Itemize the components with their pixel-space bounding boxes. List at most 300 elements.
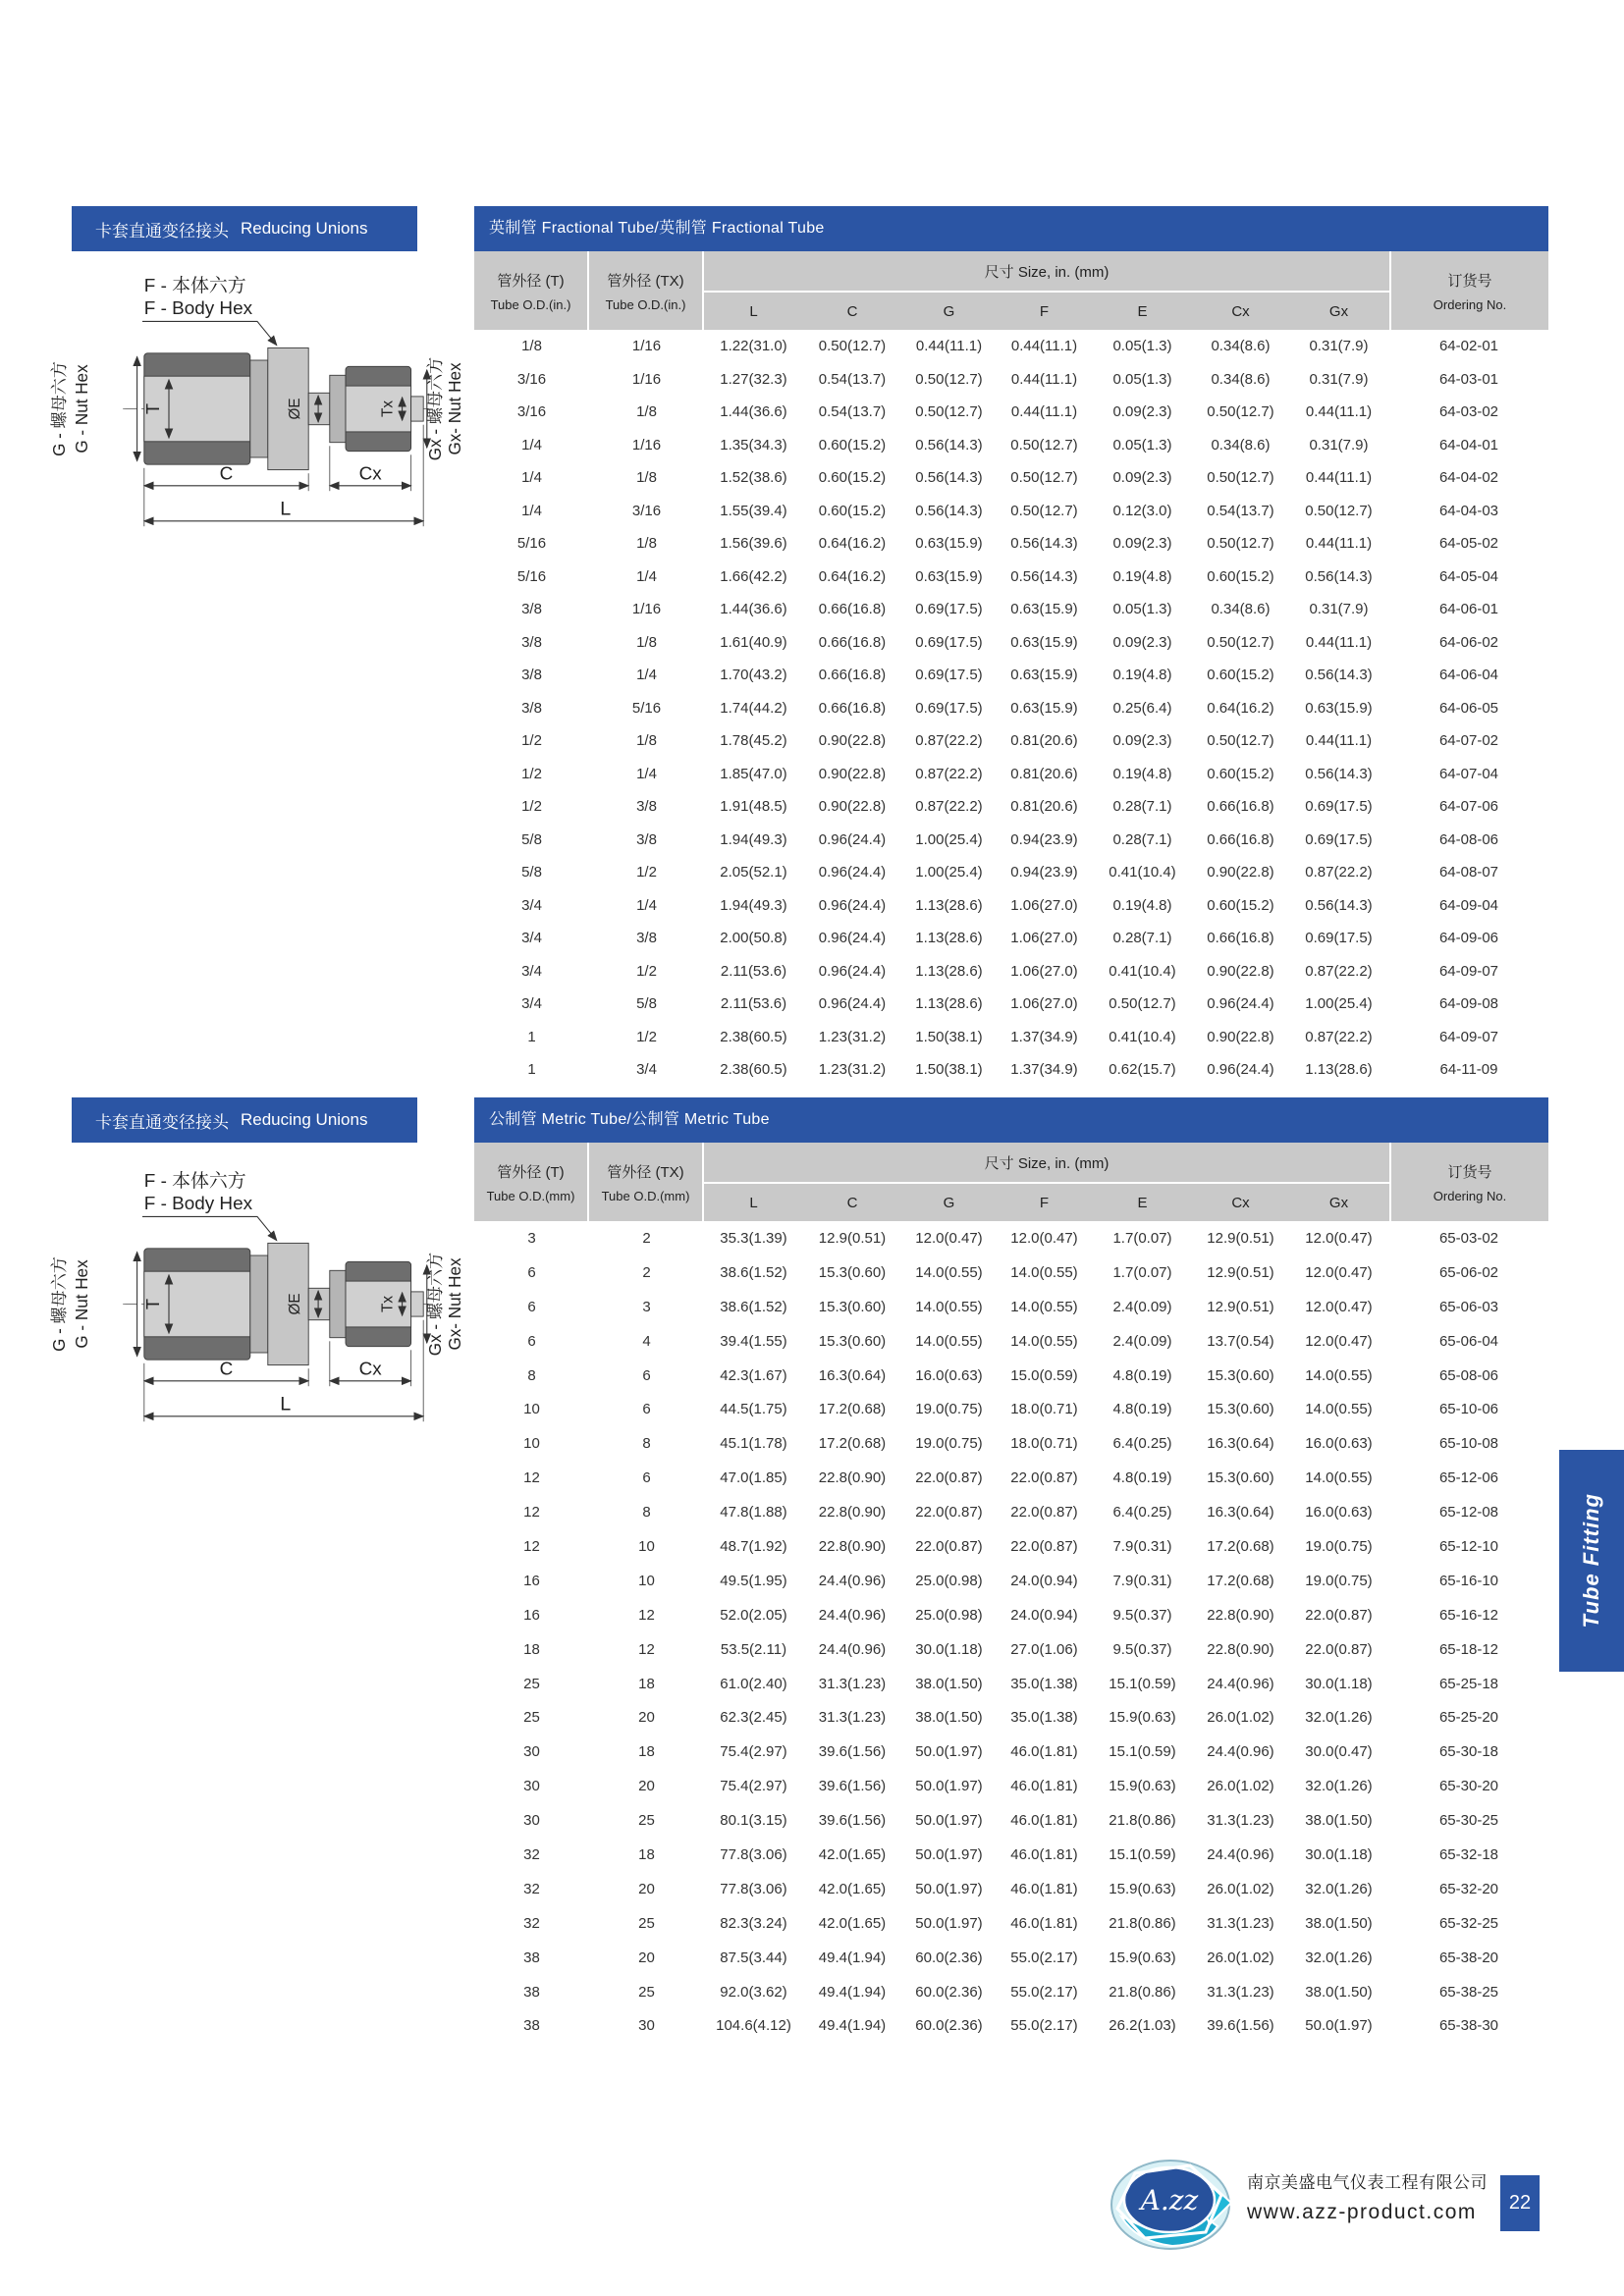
table-cell: 49.5(1.95) (720, 1572, 787, 1589)
table-cell: 0.69(17.5) (1305, 830, 1373, 848)
table-cell: 0.69(17.5) (915, 667, 983, 684)
table-cell: 1/8 (636, 633, 657, 651)
table-cell: 0.44(11.1) (1305, 633, 1373, 651)
table-row (474, 955, 1548, 988)
table-cell: 65-06-04 (1438, 1332, 1499, 1350)
table-cell: 55.0(2.17) (1010, 2017, 1078, 2035)
table-cell: 2.38(60.5) (720, 1061, 787, 1079)
table-cell: 12 (523, 1504, 540, 1522)
table-cell: 0.87(22.2) (1305, 864, 1373, 881)
table-cell: 0.69(17.5) (915, 601, 983, 618)
footer-website: www.azz-product.com (1247, 2201, 1477, 2223)
right-stub (411, 1292, 424, 1316)
left-thread (250, 1255, 268, 1353)
table-cell: 22.8(0.90) (818, 1537, 887, 1555)
table-cell: 50.0(1.97) (915, 1880, 983, 1897)
table-cell: 87.5(3.44) (720, 1949, 787, 1966)
table-cell: 24.4(0.96) (1207, 1845, 1274, 1863)
table-cell: 77.8(3.06) (720, 1880, 787, 1897)
table-cell: 0.66(16.8) (818, 633, 887, 651)
table-cell: 3/16 (516, 403, 547, 421)
table-cell: 12 (523, 1537, 540, 1555)
table-row (474, 330, 1548, 363)
gx-nut-hex-label-en: Gx- Nut Hex (446, 1257, 464, 1351)
table-cell: 18 (638, 1675, 655, 1692)
table-cell: 65-38-20 (1438, 1949, 1499, 1966)
table-cell: 0.81(20.6) (1010, 732, 1078, 750)
table-cell: 14.0(0.55) (1010, 1298, 1078, 1315)
table-cell: 50.0(1.97) (915, 1778, 983, 1795)
table-cell: 1.50(38.1) (915, 1061, 983, 1079)
table-cell: 24.0(0.94) (1010, 1572, 1078, 1589)
table-cell: 32.0(1.26) (1305, 1709, 1373, 1727)
table-cell: 0.34(8.6) (1211, 338, 1271, 355)
table-cell: 30 (638, 2017, 655, 2035)
table-cell: 64-04-02 (1438, 469, 1499, 487)
table-cell: 50.0(1.97) (915, 1812, 983, 1830)
table-cell: 15.1(0.59) (1109, 1845, 1176, 1863)
table-cell: 0.05(1.3) (1112, 338, 1172, 355)
table-cell: 22.0(0.87) (1305, 1640, 1373, 1658)
table-cell: 13.7(0.54) (1207, 1332, 1274, 1350)
table-cell: 24.4(0.96) (818, 1640, 887, 1658)
fractional-table-header (474, 251, 1548, 330)
table-cell: 65-06-03 (1438, 1298, 1499, 1315)
table-cell: 1/16 (631, 338, 662, 355)
table-cell: 0.96(24.4) (1207, 1061, 1274, 1079)
table-cell: 65-10-06 (1438, 1401, 1499, 1418)
table-cell: 64-08-07 (1438, 864, 1499, 881)
table-cell: 65-16-12 (1438, 1606, 1499, 1624)
table-cell: 0.09(2.3) (1112, 633, 1172, 651)
table-cell: 50.0(1.97) (915, 1845, 983, 1863)
table-cell: 15.0(0.59) (1010, 1366, 1078, 1384)
table-cell: 64-11-09 (1439, 1061, 1498, 1079)
table-cell: 18.0(0.71) (1010, 1401, 1078, 1418)
table-cell: 1/16 (631, 370, 662, 388)
table-cell: 31.3(1.23) (1207, 1983, 1274, 2001)
table-cell: 0.90(22.8) (818, 798, 887, 816)
table-cell: 0.50(12.7) (915, 403, 983, 421)
table-cell: 12.0(0.47) (1305, 1298, 1373, 1315)
fitting-diagram-metric (45, 1158, 469, 1450)
table-cell: 62.3(2.45) (720, 1709, 787, 1727)
f-leader-line (142, 1216, 277, 1240)
table-cell: 2.4(0.09) (1112, 1298, 1172, 1315)
reducing-union-drawing (45, 263, 469, 555)
table-cell: 0.64(16.2) (1207, 699, 1274, 717)
table-cell: 0.19(4.8) (1112, 765, 1172, 782)
table-cell: 38.0(1.50) (1305, 1812, 1373, 1830)
neck (308, 393, 330, 424)
table-cell: 3/8 (636, 930, 657, 947)
table-cell: 3/16 (516, 370, 547, 388)
table-cell: 0.63(15.9) (1010, 699, 1078, 717)
table-cell: 6 (527, 1298, 536, 1315)
col-header-ordering-no: 订货号 Ordering No. (1389, 251, 1548, 330)
chapter-tab-label: Tube Fitting (1579, 1493, 1603, 1629)
table-cell: 1.13(28.6) (1305, 1061, 1373, 1079)
table-cell: 0.56(14.3) (1305, 896, 1373, 914)
table-cell: 64-06-02 (1438, 633, 1499, 651)
table-cell: 0.19(4.8) (1112, 567, 1172, 585)
table-cell: 64-09-07 (1438, 1028, 1499, 1045)
table-cell: 1/4 (636, 667, 657, 684)
table-cell: 0.28(7.1) (1112, 930, 1172, 947)
table-cell: 0.19(4.8) (1112, 667, 1172, 684)
table-row (474, 1735, 1548, 1769)
table-cell: 3/4 (521, 896, 542, 914)
table-cell: 4.8(0.19) (1112, 1401, 1172, 1418)
table-cell: 6 (642, 1366, 651, 1384)
table-cell: 0.96(24.4) (818, 930, 887, 947)
table-cell: 1.06(27.0) (1010, 930, 1078, 947)
table-cell: 16.3(0.64) (818, 1366, 887, 1384)
table-cell: 1.44(36.6) (720, 403, 787, 421)
f-body-hex-label-en: F - Body Hex (143, 298, 253, 320)
table-cell: 38 (523, 2017, 540, 2035)
table-cell: 0.96(24.4) (818, 995, 887, 1013)
table-cell: 2.11(53.6) (720, 962, 787, 980)
table-cell: 26.0(1.02) (1207, 1880, 1274, 1897)
table-cell: 0.05(1.3) (1112, 601, 1172, 618)
table-cell: 16 (523, 1572, 540, 1589)
table-cell: 2.4(0.09) (1112, 1332, 1172, 1350)
table-cell: 12.0(0.47) (1305, 1263, 1373, 1281)
table-row (474, 626, 1548, 660)
table-cell: 19.0(0.75) (915, 1401, 983, 1418)
table-cell: 1/16 (631, 601, 662, 618)
table-row (474, 461, 1548, 495)
chapter-tab-tube-fitting (1559, 1450, 1624, 1672)
tx-dim-label: Tx (379, 400, 397, 417)
table-cell: 19.0(0.75) (915, 1435, 983, 1453)
table-cell: 65-08-06 (1438, 1366, 1499, 1384)
metric-table-title: 公制管 Metric Tube/公制管 Metric Tube (474, 1097, 1548, 1143)
table-cell: 65-12-10 (1438, 1537, 1499, 1555)
footer-company-name: 南京美盛电气仪表工程有限公司 (1247, 2173, 1488, 2192)
table-cell: 10 (523, 1401, 540, 1418)
table-cell: 5/8 (521, 830, 542, 848)
table-cell: 1.7(0.07) (1112, 1263, 1172, 1281)
table-row (474, 758, 1548, 791)
table-row (474, 1221, 1548, 1255)
table-cell: 12 (638, 1640, 655, 1658)
table-cell: 25 (523, 1709, 540, 1727)
table-cell: 15.3(0.60) (1207, 1366, 1274, 1384)
table-cell: 0.44(11.1) (1305, 403, 1373, 421)
table-cell: 55.0(2.17) (1010, 1949, 1078, 1966)
table-cell: 16 (523, 1606, 540, 1624)
right-thread (330, 1270, 346, 1337)
table-cell: 0.41(10.4) (1109, 962, 1176, 980)
table-cell: 1/16 (631, 436, 662, 454)
table-cell: 12.0(0.47) (1305, 1332, 1373, 1350)
table-cell: 0.66(16.8) (1207, 830, 1274, 848)
table-row (474, 1838, 1548, 1872)
col-header-C: C (846, 302, 858, 320)
table-cell: 92.0(3.62) (720, 1983, 787, 2001)
table-cell: 0.90(22.8) (1207, 962, 1274, 980)
t-dim-label: T (143, 403, 164, 414)
table-cell: 0.56(14.3) (1010, 535, 1078, 553)
fractional-tube-table (474, 206, 1548, 1087)
table-cell: 30.0(1.18) (1305, 1675, 1373, 1692)
table-cell: 15.1(0.59) (1109, 1675, 1176, 1692)
table-cell: 12 (638, 1606, 655, 1624)
table-cell: 64-05-04 (1438, 567, 1499, 585)
table-cell: 0.66(16.8) (818, 601, 887, 618)
table-cell: 1.06(27.0) (1010, 995, 1078, 1013)
table-cell: 0.60(15.2) (1207, 667, 1274, 684)
table-cell: 0.31(7.9) (1309, 601, 1369, 618)
table-cell: 1.27(32.3) (720, 370, 787, 388)
table-cell: 0.05(1.3) (1112, 436, 1172, 454)
metric-table-body (474, 1221, 1548, 2043)
table-row (474, 659, 1548, 692)
table-cell: 15.9(0.63) (1109, 1949, 1176, 1966)
table-cell: 14.0(0.55) (1305, 1366, 1373, 1384)
table-cell: 1.23(31.2) (818, 1061, 887, 1079)
table-cell: 3/8 (636, 830, 657, 848)
table-cell: 0.62(15.7) (1109, 1061, 1176, 1079)
table-cell: 2.38(60.5) (720, 1028, 787, 1045)
table-cell: 0.56(14.3) (915, 469, 983, 487)
table-cell: 2.00(50.8) (720, 930, 787, 947)
col-header-tube-od-tx: 管外径 (TX) Tube O.D.(in.) (589, 251, 704, 330)
table-cell: 22.0(0.87) (1305, 1606, 1373, 1624)
table-cell: 2.11(53.6) (720, 995, 787, 1013)
table-cell: 22.8(0.90) (1207, 1640, 1274, 1658)
table-cell: 5/8 (521, 864, 542, 881)
table-cell: 64-09-06 (1438, 930, 1499, 947)
table-cell: 1.13(28.6) (915, 930, 983, 947)
table-row (474, 724, 1548, 758)
table-cell: 0.66(16.8) (1207, 930, 1274, 947)
f-body-hex-label-cn: F - 本体六方 (143, 1170, 246, 1192)
table-cell: 12.9(0.51) (1207, 1298, 1274, 1315)
table-cell: 14.0(0.55) (1305, 1401, 1373, 1418)
table-cell: 3/4 (636, 1061, 657, 1079)
table-cell: 104.6(4.12) (716, 2017, 791, 2035)
table-cell: 64-09-08 (1438, 995, 1499, 1013)
table-cell: 1.56(39.6) (720, 535, 787, 553)
table-cell: 49.4(1.94) (818, 2017, 887, 2035)
table-cell: 9.5(0.37) (1112, 1606, 1172, 1624)
table-cell: 24.0(0.94) (1010, 1606, 1078, 1624)
metric-tube-table (474, 1097, 1548, 2043)
table-cell: 12.0(0.47) (1010, 1229, 1078, 1247)
table-cell: 38.0(1.50) (1305, 1983, 1373, 2001)
table-cell: 1.35(34.3) (720, 436, 787, 454)
l-dim-label: L (280, 498, 292, 520)
table-cell: 1.22(31.0) (720, 338, 787, 355)
table-cell: 22.8(0.90) (818, 1504, 887, 1522)
table-cell: 1.91(48.5) (720, 798, 787, 816)
table-cell: 14.0(0.55) (915, 1263, 983, 1281)
table-cell: 6 (527, 1263, 536, 1281)
table-cell: 1/8 (521, 338, 542, 355)
table-cell: 64-02-01 (1438, 338, 1499, 355)
table-cell: 0.56(14.3) (915, 502, 983, 519)
tx-dim-label: Tx (379, 1296, 397, 1312)
col-header-tube-od-t: 管外径 (T) Tube O.D.(mm) (474, 1143, 589, 1221)
table-cell: 3/16 (631, 502, 662, 519)
table-cell: 65-10-08 (1438, 1435, 1499, 1453)
table-cell: 25 (638, 1983, 655, 2001)
table-cell: 20 (638, 1949, 655, 1966)
table-cell: 65-16-10 (1438, 1572, 1499, 1589)
table-cell: 1.55(39.4) (720, 502, 787, 519)
table-cell: 22.0(0.87) (915, 1504, 983, 1522)
table-cell: 0.54(13.7) (818, 370, 887, 388)
table-cell: 0.34(8.6) (1211, 436, 1271, 454)
table-cell: 50.0(1.97) (915, 1914, 983, 1932)
table-cell: 17.2(0.68) (818, 1401, 887, 1418)
table-cell: 0.44(11.1) (1305, 535, 1373, 553)
table-cell: 8 (527, 1366, 536, 1384)
table-cell: 27.0(1.06) (1010, 1640, 1078, 1658)
table-cell: 17.2(0.68) (1207, 1572, 1274, 1589)
table-cell: 3 (527, 1229, 536, 1247)
table-cell: 16.3(0.64) (1207, 1435, 1274, 1453)
table-cell: 1/4 (521, 469, 542, 487)
table-cell: 1/4 (636, 765, 657, 782)
table-cell: 1.13(28.6) (915, 896, 983, 914)
table-cell: 1/2 (636, 962, 657, 980)
right-thread (330, 375, 346, 442)
table-cell: 0.63(15.9) (915, 567, 983, 585)
table-cell: 0.87(22.2) (915, 798, 983, 816)
gx-nut-hex-label-en: Gx- Nut Hex (446, 362, 464, 455)
table-cell: 6.4(0.25) (1112, 1504, 1172, 1522)
table-row (474, 692, 1548, 725)
footer-company-block (1247, 2168, 1492, 2224)
table-cell: 32.0(1.26) (1305, 1880, 1373, 1897)
table-cell: 0.54(13.7) (1207, 502, 1274, 519)
table-cell: 0.50(12.7) (818, 338, 887, 355)
table-cell: 38.0(1.50) (915, 1709, 983, 1727)
table-cell: 1/4 (636, 896, 657, 914)
table-cell: 55.0(2.17) (1010, 1983, 1078, 2001)
table-cell: 10 (523, 1435, 540, 1453)
table-cell: 0.96(24.4) (818, 864, 887, 881)
table-cell: 0.09(2.3) (1112, 535, 1172, 553)
f-body-hex-label-cn: F - 本体六方 (143, 275, 246, 296)
table-cell: 1.00(25.4) (915, 830, 983, 848)
table-cell: 0.60(15.2) (818, 469, 887, 487)
table-cell: 77.8(3.06) (720, 1845, 787, 1863)
table-cell: 60.0(2.36) (915, 1949, 983, 1966)
table-cell: 0.96(24.4) (818, 896, 887, 914)
f-leader-line (142, 321, 277, 345)
table-cell: 20 (638, 1778, 655, 1795)
table-cell: 82.3(3.24) (720, 1914, 787, 1932)
table-cell: 65-06-02 (1438, 1263, 1499, 1281)
col-header-tube-od-tx: 管外径 (TX) Tube O.D.(mm) (589, 1143, 704, 1221)
table-cell: 15.3(0.60) (818, 1298, 887, 1315)
right-nut-bore (346, 386, 411, 432)
table-cell: 1.00(25.4) (915, 864, 983, 881)
table-row (474, 1426, 1548, 1461)
table-cell: 64-08-06 (1438, 830, 1499, 848)
table-cell: 1/2 (521, 765, 542, 782)
table-cell: 80.1(3.15) (720, 1812, 787, 1830)
table-cell: 47.8(1.88) (720, 1504, 787, 1522)
table-cell: 0.66(16.8) (1207, 798, 1274, 816)
table-cell: 35.0(1.38) (1010, 1709, 1078, 1727)
cx-dim-label: Cx (358, 463, 382, 485)
table-cell: 32 (523, 1880, 540, 1897)
table-cell: 0.09(2.3) (1112, 469, 1172, 487)
section-title-en: Reducing Unions (241, 1110, 368, 1129)
table-row (474, 527, 1548, 561)
table-cell: 18 (523, 1640, 540, 1658)
table-cell: 0.50(12.7) (1109, 995, 1176, 1013)
table-cell: 0.69(17.5) (1305, 930, 1373, 947)
neck (308, 1288, 330, 1319)
table-row (474, 561, 1548, 594)
table-cell: 64-03-01 (1438, 370, 1499, 388)
table-cell: 1/8 (636, 469, 657, 487)
table-row (474, 1941, 1548, 1975)
col-header-G: G (943, 302, 955, 320)
col-header-size-group: 尺寸 Size, in. (mm) (704, 1143, 1389, 1184)
table-cell: 38.6(1.52) (720, 1263, 787, 1281)
table-cell: 0.05(1.3) (1112, 370, 1172, 388)
table-cell: 12 (523, 1469, 540, 1487)
col-header-L: L (749, 302, 758, 320)
table-cell: 0.44(11.1) (915, 338, 983, 355)
table-cell: 0.34(8.6) (1211, 370, 1271, 388)
table-cell: 6 (642, 1401, 651, 1418)
table-row (474, 889, 1548, 923)
table-cell: 65-03-02 (1438, 1229, 1499, 1247)
table-cell: 64-06-04 (1438, 667, 1499, 684)
table-cell: 0.64(16.2) (818, 567, 887, 585)
table-cell: 0.69(17.5) (915, 699, 983, 717)
table-cell: 10 (638, 1537, 655, 1555)
table-cell: 46.0(1.81) (1010, 1743, 1078, 1761)
table-cell: 25.0(0.98) (915, 1572, 983, 1589)
table-cell: 0.12(3.0) (1112, 502, 1172, 519)
reducing-union-drawing (45, 1158, 469, 1450)
table-cell: 0.44(11.1) (1305, 469, 1373, 487)
cx-dim-label: Cx (358, 1359, 382, 1380)
table-cell: 1/2 (636, 864, 657, 881)
table-cell: 24.4(0.96) (818, 1572, 887, 1589)
table-cell: 26.0(1.02) (1207, 1949, 1274, 1966)
table-cell: 6.4(0.25) (1112, 1435, 1172, 1453)
table-cell: 16.0(0.63) (1305, 1435, 1373, 1453)
table-cell: 0.90(22.8) (818, 732, 887, 750)
l-dim-label: L (280, 1393, 292, 1415)
table-cell: 5/16 (631, 699, 662, 717)
table-cell: 1.37(34.9) (1010, 1028, 1078, 1045)
table-cell: 24.4(0.96) (818, 1606, 887, 1624)
table-cell: 0.60(15.2) (818, 436, 887, 454)
table-cell: 0.56(14.3) (1305, 567, 1373, 585)
table-cell: 0.60(15.2) (1207, 567, 1274, 585)
table-cell: 1/4 (521, 502, 542, 519)
page-number: 22 (1508, 2192, 1532, 2214)
table-cell: 65-30-20 (1438, 1778, 1499, 1795)
table-cell: 25 (638, 1914, 655, 1932)
table-cell: 46.0(1.81) (1010, 1778, 1078, 1795)
table-cell: 0.31(7.9) (1309, 370, 1369, 388)
table-cell: 65-30-25 (1438, 1812, 1499, 1830)
table-row (474, 1667, 1548, 1701)
